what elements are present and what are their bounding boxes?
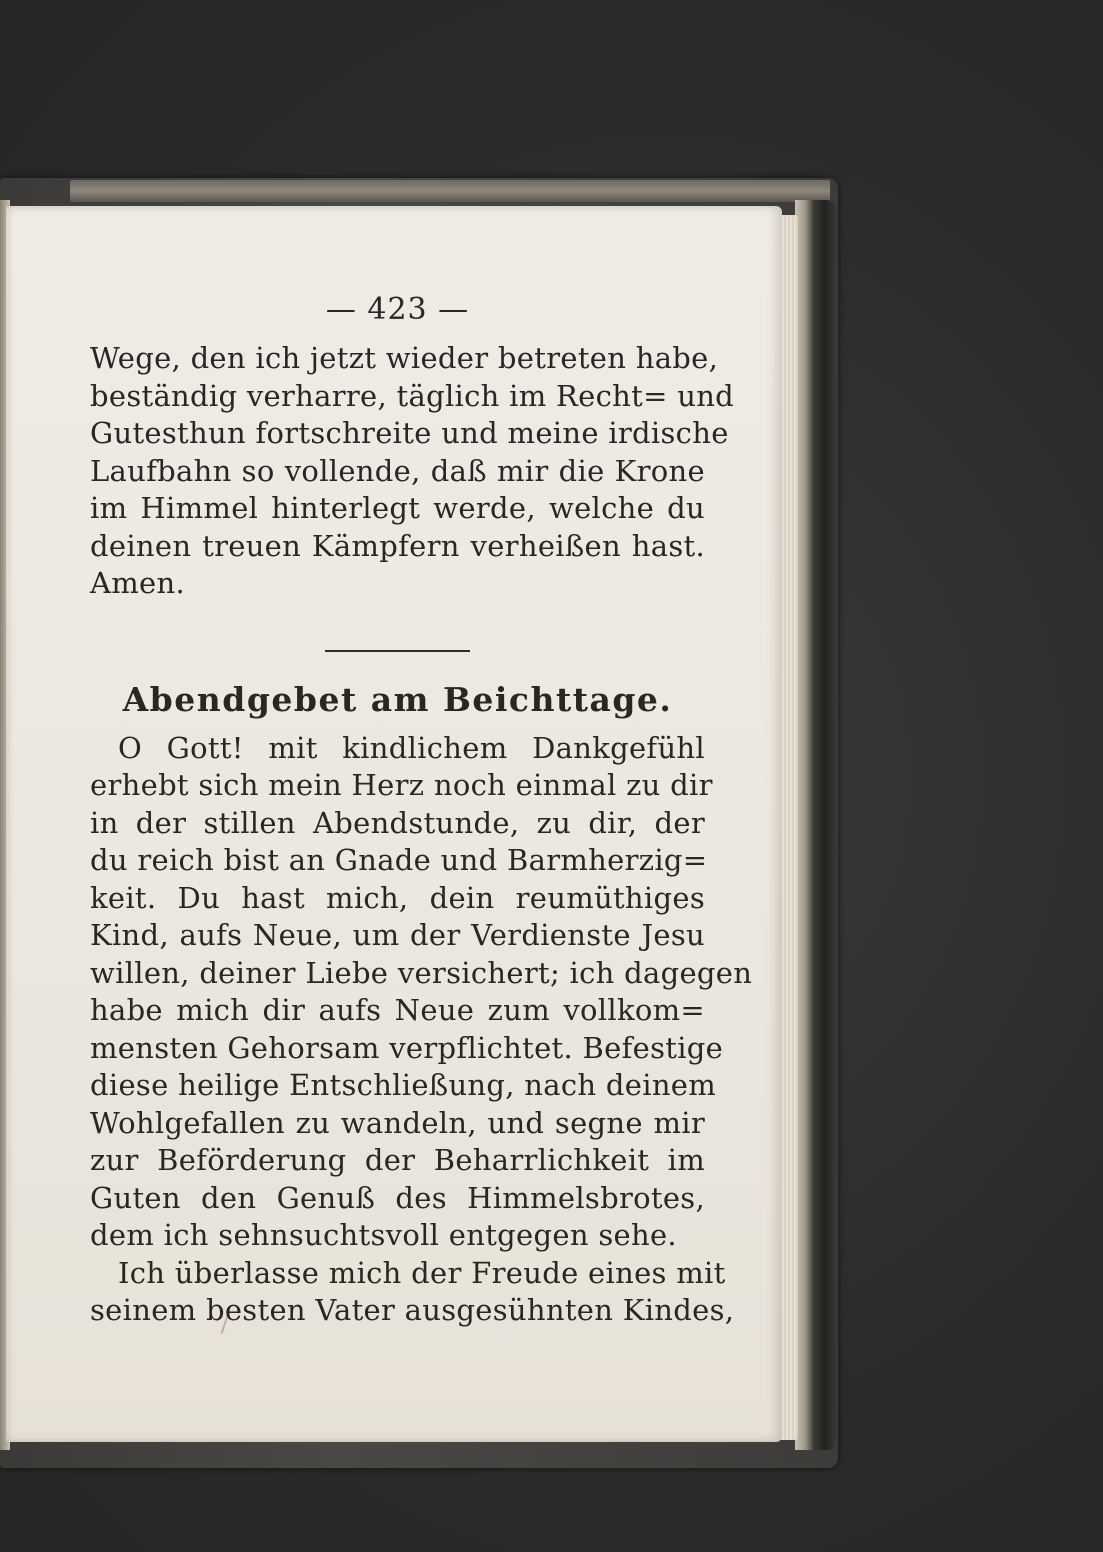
text-line: habe mich dir aufs Neue zum vollkom= (90, 993, 705, 1027)
cover-edge (795, 200, 837, 1450)
text-line: dem ich sehnsuchtsvoll entgegen sehe. (90, 1218, 677, 1252)
text-line: mensten Gehorsam verpflichtet. Befestige (90, 1030, 724, 1065)
text-line: Gutesthun fortschreite und meine irdische (90, 416, 729, 450)
text-line: keit. Du hast mich, dein reumüthiges (90, 880, 705, 915)
text-line: zur Beförderung der Beharrlichkeit im (90, 1143, 705, 1177)
text-line: Guten den Genuß des Himmelsbrotes, (90, 1180, 705, 1215)
next-paragraph (90, 1255, 735, 1330)
cover-top-edge (70, 180, 830, 202)
text-line: Kind, aufs Neue, um der Verdienste Jesu (90, 918, 705, 952)
prayer-paragraph (90, 730, 753, 1255)
text-line: beständig verharre, täglich im Recht= und (90, 378, 735, 413)
text-line: Ich überlasse mich der Freude eines mit (118, 1255, 726, 1290)
page-number: — 423 — (325, 292, 470, 327)
text-line: O Gott! mit kindlichem Dankgefühl (118, 730, 705, 765)
text-line: deinen treuen Kämpfern verheißen hast. (90, 528, 705, 563)
page-text (90, 290, 753, 1330)
text-line: Wohlgefallen zu wandeln, und segne mir (90, 1105, 705, 1140)
text-line: Laufbahn so vollende, daß mir die Krone (90, 453, 705, 488)
text-line: in der stillen Abendstunde, zu dir, der (90, 805, 705, 840)
text-line: du reich bist an Gnade und Barmherzig= (90, 843, 708, 877)
text-line: willen, deiner Liebe versichert; ich dagegen (90, 955, 753, 990)
text-line: diese heilige Entschließung, nach deinem (90, 1068, 717, 1102)
text-line: seinem besten Vater ausgesühnten Kindes, (90, 1293, 735, 1327)
paragraph-continuation (90, 340, 735, 603)
section-divider (325, 650, 470, 652)
text-line: im Himmel hinterlegt werde, welche du (90, 491, 705, 525)
section-heading: Abendgebet am Beichttage. (122, 679, 673, 719)
text-line: erhebt sich mein Herz noch einmal zu dir (90, 768, 713, 802)
text-line: Wege, den ich jetzt wieder betreten habe, (90, 341, 719, 375)
text-line: Amen. (90, 566, 185, 600)
